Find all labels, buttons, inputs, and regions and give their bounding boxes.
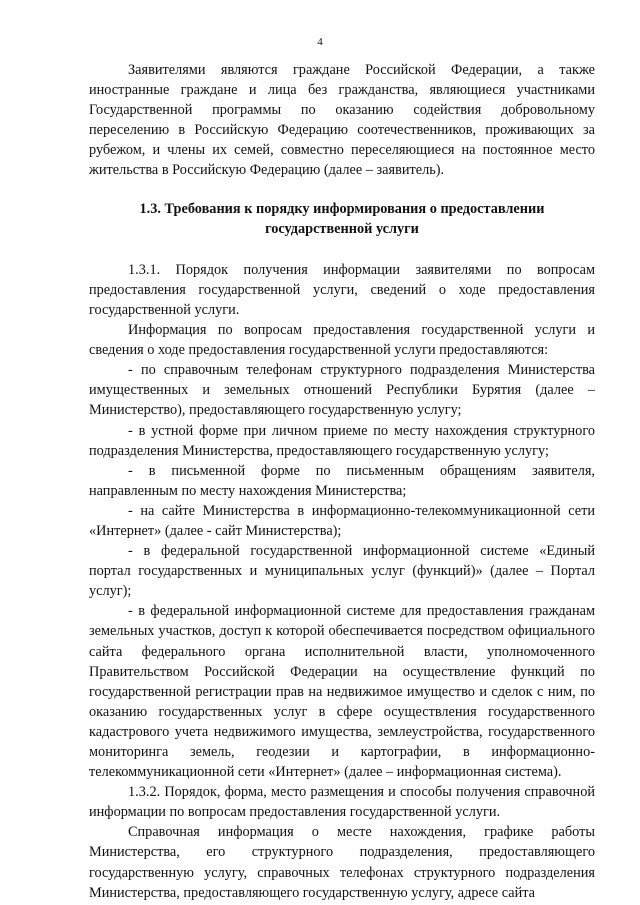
section-heading: 1.3. Требования к порядку информирования о предоставлении государственной услуги (139, 200, 545, 237)
reference-info-paragraph: Справочная информация о месте нахождения, графике работы Министерства, его структурного подразделения, предоставляющего государственную услугу, справочных телефонах структурного подразделения Министерства, предоставляющего государственную услугу, адресе сайта (89, 824, 595, 901)
list-item-website: - на сайте Министерства в информационно-телекоммуникационной сети «Интернет» (далее - сайт Министерства); (89, 502, 595, 539)
list-item-info-system: - в федеральной информационной системе для предоставления гражданам земельных участков, доступ к которой обеспечивается посредством официального сайта федерального органа исполнительной власти, уполномоченного Правительством Российской Федерации на осуществление функций по государственной регистрации прав на недвижимое имущество и сделок с ним, по оказанию государственных услуг в сфере осуществления государственного кадастрового учета недвижимого имущества, землеустройства, государственного мониторинга земель, геодезии и картографии, в информационно-телекоммуникационной сети «Интернет» (далее – информационная система). (89, 603, 595, 781)
info-intro-paragraph: Информация по вопросам предоставления государственной услуги и сведения о ходе предоставления государственной услуги предоставляются: (89, 322, 595, 359)
page-number: 4 (317, 36, 323, 48)
document-body (89, 60, 595, 903)
list-item-portal: - в федеральной государственной информационной системе «Единый портал государственных и муниципальных услуг (функций)» (далее – Портал услуг); (89, 543, 595, 600)
intro-paragraph: Заявителями являются граждане Российской Федерации, а также иностранные граждане и лица без гражданства, являющиеся участниками Государственной программы по оказанию содействия добровольному переселению в Российскую Федерацию соотечественников, проживающих за рубежом, и члены их семей, совместно переселяющиеся на постоянное место жительства в Российскую Федерацию (далее – заявитель). (89, 62, 595, 179)
paragraph-1-3-1: 1.3.1. Порядок получения информации заявителями по вопросам предоставления государственной услуги, сведений о ходе предоставления государственной услуги. (89, 261, 595, 318)
list-item-phone: - по справочным телефонам структурного подразделения Министерства имущественных и земельных отношений Республики Бурятия (далее – Министерство), предоставляющего государственную услугу; (89, 362, 595, 419)
paragraph-1-3-2: 1.3.2. Порядок, форма, место размещения и способы получения справочной информации по вопросам предоставления государственной услуги. (89, 784, 595, 821)
list-item-oral: - в устной форме при личном приеме по месту нахождения структурного подразделения Министерства, предоставляющего государственную услугу; (89, 422, 595, 459)
list-item-written: - в письменной форме по письменным обращениям заявителя, направленным по месту нахождения Министерства; (89, 462, 595, 499)
